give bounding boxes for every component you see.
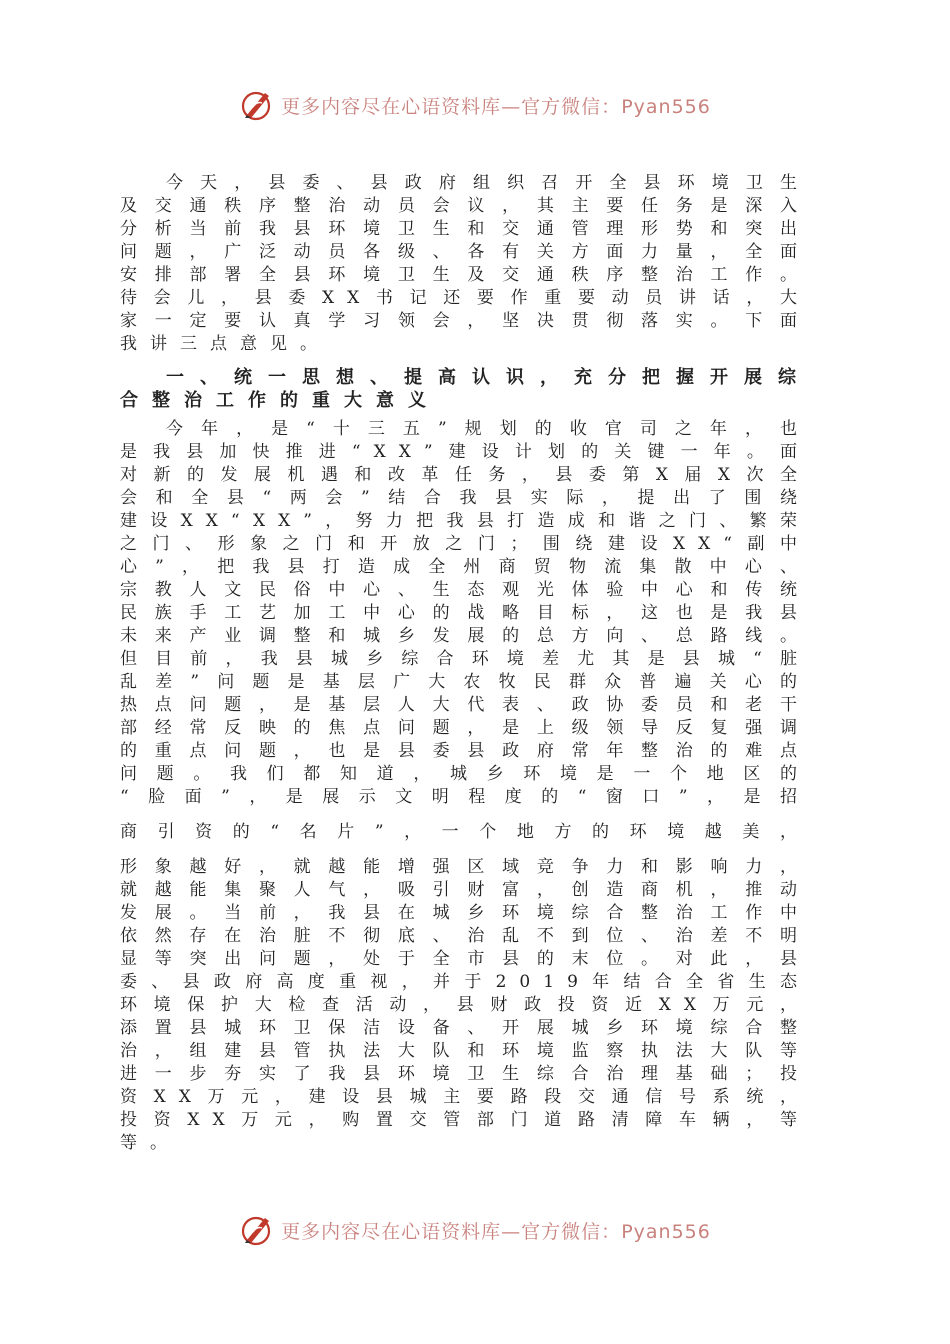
text-line: 治，组建县管执法大队和环境监察执法大队等 [120, 1041, 810, 1061]
text-line: 民族手工艺加工中心的战略目标，这也是我县 [120, 603, 810, 623]
text-line: 是我县加快推进“XX”建设计划的关键一年。面 [120, 442, 810, 462]
text-line: 环境保护大检查活动，县财政投资近XX万元， [120, 995, 810, 1015]
text-line: 安排部署全县环境卫生及交通秩序整治工作。 [120, 265, 810, 285]
heading-line: 合整治工作的重大意义 [120, 390, 440, 411]
text-line: 宗教人文民俗中心、生态观光体验中心和传统 [120, 580, 810, 600]
text-line: 建设XX“XX”，努力把我县打造成和谐之门、繁荣 [120, 511, 810, 531]
text-line: 家一定要认真学习领会，坚决贯彻落实。下面 [120, 311, 810, 331]
pen-logo-icon [239, 1212, 275, 1248]
text-line: 资XX万元，建设县城主要路段交通信号系统， [120, 1087, 810, 1107]
text-line: 对新的发展机遇和改革任务，县委第X届X次全 [120, 465, 810, 485]
text-line: 等。 [120, 1133, 180, 1153]
text-line: 心”，把我县打造成全州商贸物流集散中心、 [120, 557, 810, 577]
watermark-text: 更多内容尽在心语资料库—官方微信：Pyan556 [281, 95, 711, 118]
text-line: 乱差”问题是基层广大农牧民群众普遍关心的 [120, 672, 810, 692]
text-line: 形象越好，就越能增强区域竞争力和影响力， [120, 857, 810, 877]
text-line: 商引资的“名片”，一个地方的环境越美， [120, 822, 810, 842]
text-line: 发展。当前，我县在城乡环境综合整治工作中 [120, 903, 810, 923]
text-line: 我讲三点意见。 [120, 334, 330, 354]
text-line: 热点问题，是基层人大代表、政协委员和老干 [120, 695, 810, 715]
body-paragraph [120, 418, 810, 1155]
watermark-banner-bottom [0, 1210, 950, 1250]
document-body [120, 172, 810, 1155]
text-line: 未来产业调整和城乡发展的总方向、总路线。 [120, 626, 810, 646]
text-line: 依然存在治脏不彻底、治乱不到位、治差不明 [120, 926, 810, 946]
text-line: 及交通秩序整治动员会议，其主要任务是深入 [120, 196, 810, 216]
watermark-banner-top [0, 85, 950, 125]
text-line: 问题。我们都知道，城乡环境是一个地区的 [120, 764, 810, 784]
text-line: 之门、形象之门和开放之门；围绕建设XX“副中 [120, 534, 810, 554]
text-line: 的重点问题，也是县委县政府常年整治的难点 [120, 741, 810, 761]
text-line: 问题，广泛动员各级、各有关方面力量，全面 [120, 242, 810, 262]
text-line: 今年，是“十三五”规划的收官司之年，也 [166, 419, 810, 439]
pen-logo-icon [239, 87, 275, 123]
watermark-text: 更多内容尽在心语资料库—官方微信：Pyan556 [281, 1220, 711, 1243]
text-line: 分析当前我县环境卫生和交通管理形势和突出 [120, 219, 810, 239]
text-line: 部经常反映的焦点问题，是上级领导反复强调 [120, 718, 810, 738]
heading-line: 一、统一思想、提高认识，充分把握开展综 [166, 367, 810, 388]
text-line: “脸面”，是展示文明程度的“窗口”，是招 [120, 787, 810, 807]
text-line: 进一步夯实了我县环境卫生综合治理基础；投 [120, 1064, 810, 1084]
text-line: 就越能集聚人气，吸引财富，创造商机，推动 [120, 880, 810, 900]
text-line: 但目前，我县城乡综合环境差尤其是县城“脏 [120, 649, 810, 669]
text-line: 添置县城环卫保洁设备、开展城乡环境综合整 [120, 1018, 810, 1038]
section-heading [120, 366, 810, 412]
text-line: 显等突出问题，处于全市县的末位。对此，县 [120, 949, 810, 969]
intro-paragraph [120, 172, 810, 356]
text-line: 投资XX万元，购置交管部门道路清障车辆，等 [120, 1110, 810, 1130]
text-line: 今天，县委、县政府组织召开全县环境卫生 [166, 173, 810, 193]
text-line: 会和全县“两会”结合我县实际，提出了围绕 [120, 488, 810, 508]
text-line: 委、县政府高度重视，并于2019年结合全省生态 [120, 972, 810, 992]
text-line: 待会儿，县委XX书记还要作重要动员讲话，大 [120, 288, 810, 308]
